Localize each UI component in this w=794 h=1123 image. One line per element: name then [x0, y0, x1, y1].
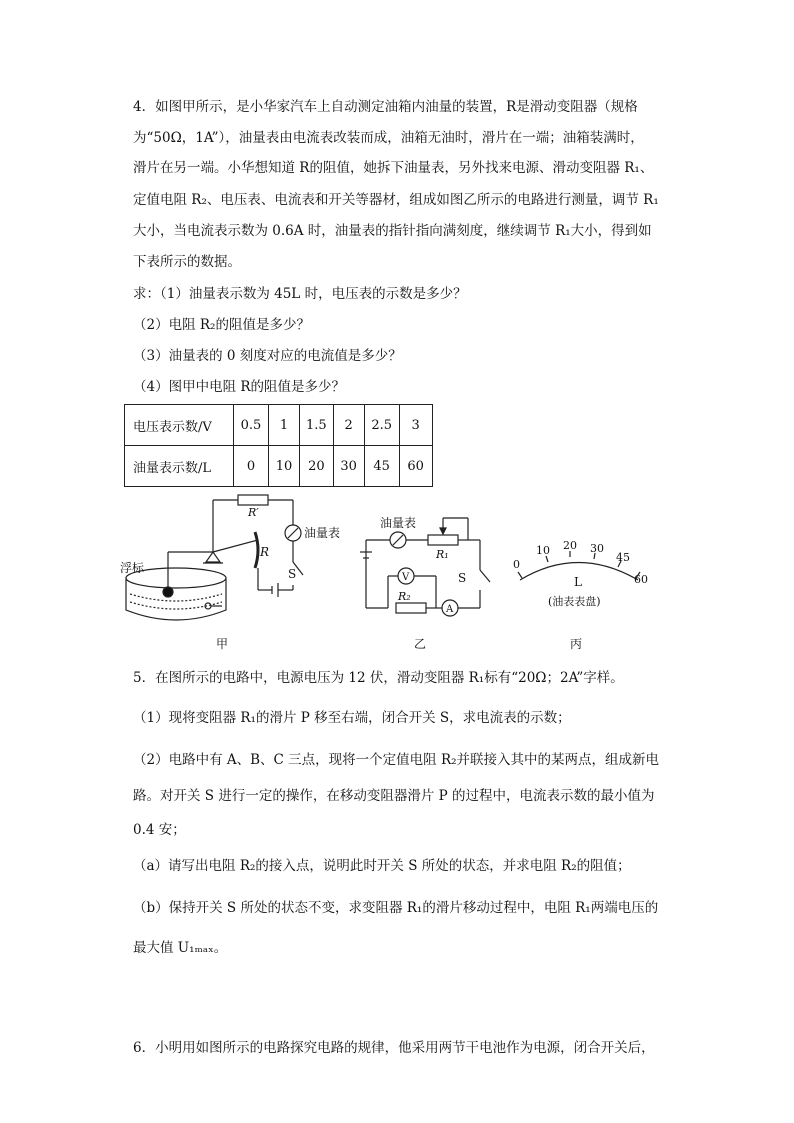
label-meter-yi: 油量表	[380, 516, 417, 530]
table-row-header: 电压表示数/V	[125, 405, 234, 446]
dial-tick-20: 20	[563, 539, 577, 552]
q5-line-6: （a）请写出电阻 R₂的接入点，说明此时开关 S 所处的状态，并求电阻 R₂的阻值；	[133, 858, 631, 874]
label-meter-jia: 油量表	[304, 526, 341, 540]
data-table	[124, 404, 433, 487]
q4-line-1: 4．如图甲所示，是小华家汽车上自动测定油箱内油量的装置，R是滑动变阻器（规格	[133, 99, 638, 115]
q4-line-3: 滑片在另一端。小华想知道 R的阻值，她拆下油量表，另外找来电源、滑动变阻器 R₁、	[133, 160, 654, 176]
q4-line-5: 大小，当电流表示数为 0.6A 时，油量表的指针指向满刻度，继续调节 R₁大小，得到如	[133, 223, 652, 239]
dial-tick-0: 0	[513, 558, 520, 571]
dial-tick-30: 30	[590, 542, 604, 555]
table-cell: 60	[399, 446, 432, 487]
label-rprime: R′	[248, 506, 259, 519]
q5-line-2: （1）现将变阻器 R₁的滑片 P 移至右端，闭合开关 S，求电流表的示数；	[133, 710, 571, 726]
table-cell: 30	[333, 446, 364, 487]
table-row	[125, 446, 433, 487]
dial-unit: L	[574, 575, 582, 589]
table-row-header: 油量表示数/L	[125, 446, 234, 487]
q5-line-7: （b）保持开关 S 所处的状态不变，求变阻器 R₁的滑片移动过程中，电阻 R₁两端电压的	[133, 900, 659, 916]
figure-jia	[126, 495, 303, 620]
label-r: R	[260, 545, 270, 559]
caption-jia: 甲	[216, 637, 229, 651]
table-cell: 20	[300, 446, 334, 487]
label-r1: R₁	[436, 548, 449, 561]
table-cell: 0.5	[234, 405, 269, 446]
q5-line-3: （2）电路中有 A、B、C 三点，现将一个定值电阻 R₂并联接入其中的某两点，组成新电	[133, 752, 660, 768]
q5-line-8: 最大值 U₁ₘₐₓ。	[133, 940, 228, 956]
label-float: 浮标	[120, 561, 145, 575]
label-s-yi: S	[458, 571, 467, 585]
label-a: A	[446, 604, 454, 615]
q4-line-7: 求：（1）油量表示数为 45L 时，电压表的示数是多少？	[133, 286, 467, 302]
table-row	[125, 405, 433, 446]
table-cell: 0	[234, 446, 269, 487]
figure-circuits	[118, 490, 658, 655]
label-s-jia: S	[288, 567, 297, 581]
q4-line-10: （4）图甲中电阻 R的阻值是多少？	[133, 379, 346, 395]
q4-line-4: 定值电阻 R₂、电压表、电流表和开关等器材，组成如图乙所示的电路进行测量，调节 R₁	[133, 192, 659, 208]
caption-bing: 丙	[570, 637, 583, 651]
q5-line-4: 路。对开关 S 进行一定的操作，在移动变阻器滑片 P 的过程中，电流表示数的最小值为	[133, 788, 655, 804]
dial-caption-text: (油表表盘)	[548, 595, 601, 608]
table-cell: 10	[269, 446, 300, 487]
table-cell: 2.5	[364, 405, 399, 446]
dial-tick-10: 10	[536, 544, 550, 557]
label-r2: R₂	[398, 590, 411, 603]
q4-line-6: 下表所示的数据。	[133, 254, 241, 270]
q6-line-1: 6．小明用如图所示的电路探究电路的规律，他采用两节干电池作为电源，闭合开关后，	[133, 1040, 655, 1056]
dial-tick-60: 60	[634, 573, 648, 586]
dial-tick-45: 45	[616, 551, 630, 564]
q5-line-5: 0.4 安；	[133, 822, 186, 838]
q4-line-2: 为“50Ω，1A”），油量表由电流表改装而成，油箱无油时，滑片在一端；油箱装满时，	[133, 130, 644, 146]
label-v: V	[402, 572, 410, 583]
q4-line-9: （3）油量表的 0 刻度对应的电流值是多少？	[133, 348, 402, 364]
table-cell: 1	[269, 405, 300, 446]
table-cell: 3	[399, 405, 432, 446]
caption-yi: 乙	[414, 637, 427, 651]
q4-line-8: （2）电阻 R₂的阻值是多少？	[133, 317, 310, 333]
figure-yi	[360, 518, 490, 616]
table-cell: 2	[333, 405, 364, 446]
q5-line-1: 5．在图所示的电路中，电源电压为 12 伏，滑动变阻器 R₁标有“20Ω；2A”字样。	[133, 670, 624, 686]
table-cell: 45	[364, 446, 399, 487]
table-cell: 1.5	[300, 405, 334, 446]
